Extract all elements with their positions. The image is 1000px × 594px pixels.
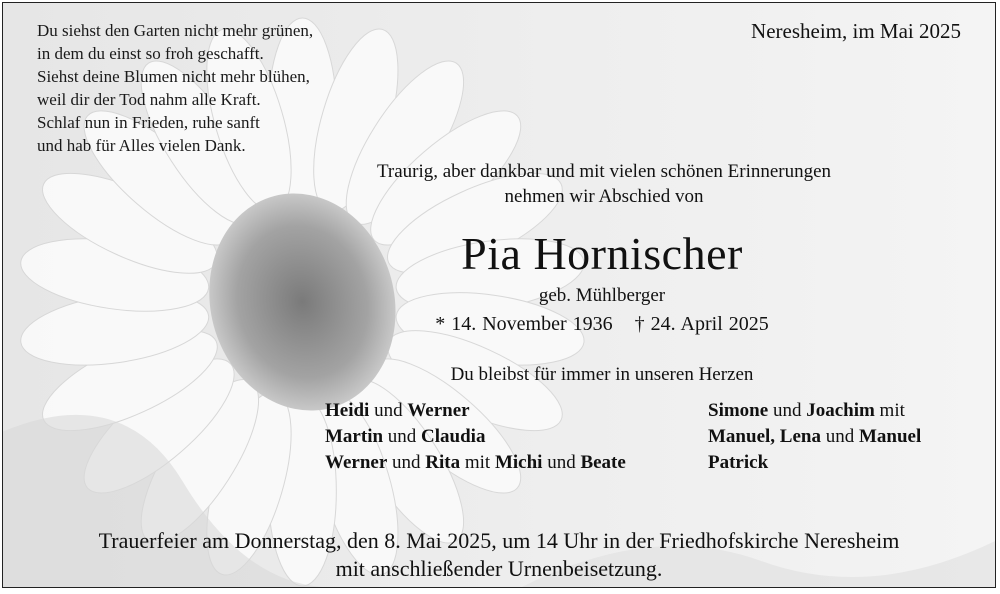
family-line	[708, 450, 921, 476]
family-name: Rita	[425, 452, 461, 473]
poem-line: in dem du einst so froh geschafft.	[37, 44, 264, 63]
service-line: mit anschließender Urnenbeisetzung.	[335, 556, 663, 581]
family-name: Werner	[407, 400, 470, 421]
family-name: Simone	[708, 400, 769, 421]
family-name: Manuel	[858, 426, 922, 447]
intro-text	[3, 159, 995, 209]
family-line	[325, 398, 626, 424]
family-name: Lena	[779, 426, 821, 447]
place-date: Neresheim, im Mai 2025	[751, 19, 961, 43]
family-name: Patrick	[708, 452, 769, 473]
conjunction: und	[387, 452, 426, 473]
poem-line: und hab für Alles vielen Dank.	[37, 136, 246, 155]
poem-line: Schlaf nun in Frieden, ruhe sanft	[37, 113, 260, 132]
conjunction: und	[383, 426, 422, 447]
intro-line: Traurig, aber dankbar und mit vielen schönen Erinnerungen	[376, 161, 832, 182]
poem-line: Du siehst den Garten nicht mehr grünen,	[37, 21, 314, 40]
death-date: † 24. April 2025	[634, 313, 769, 335]
family-name: Joachim	[806, 400, 875, 421]
conjunction: und	[542, 452, 581, 473]
poem	[37, 19, 313, 157]
family-name: Heidi	[325, 400, 370, 421]
conjunction: und	[820, 426, 859, 447]
family-name: Beate	[580, 452, 626, 473]
maiden-name: geb. Mühlberger	[538, 285, 666, 306]
family-right-column	[708, 398, 921, 476]
family-line	[325, 450, 626, 476]
family-line	[708, 398, 921, 424]
conjunction: mit	[460, 452, 495, 473]
service-line: Trauerfeier am Donnerstag, den 8. Mai 2025, um 14 Uhr in der Friedhofskirche Neresheim	[98, 528, 900, 553]
funeral-service-info	[3, 527, 995, 583]
separator: ,	[770, 426, 780, 447]
family-line	[325, 424, 626, 450]
family-name: Martin	[325, 426, 384, 447]
family-name: Werner	[325, 452, 388, 473]
life-dates	[3, 313, 995, 336]
birth-date: * 14. November 1936	[435, 313, 613, 335]
intro-line: nehmen wir Abschied von	[504, 186, 704, 207]
family-line	[708, 424, 921, 450]
family-name: Michi	[494, 452, 543, 473]
motto: Du bleibst für immer in unseren Herzen	[450, 364, 754, 385]
conjunction: und	[768, 400, 807, 421]
conjunction: und	[369, 400, 408, 421]
family-name: Claudia	[421, 426, 486, 447]
conjunction: mit	[874, 400, 905, 421]
poem-line: Siehst deine Blumen nicht mehr blühen,	[37, 67, 310, 86]
obituary-notice	[2, 2, 996, 588]
poem-line: weil dir der Tod nahm alle Kraft.	[37, 90, 261, 109]
family-name: Manuel	[708, 426, 771, 447]
family-left-column	[325, 398, 626, 476]
deceased-name: Pia Hornischer	[461, 228, 743, 279]
